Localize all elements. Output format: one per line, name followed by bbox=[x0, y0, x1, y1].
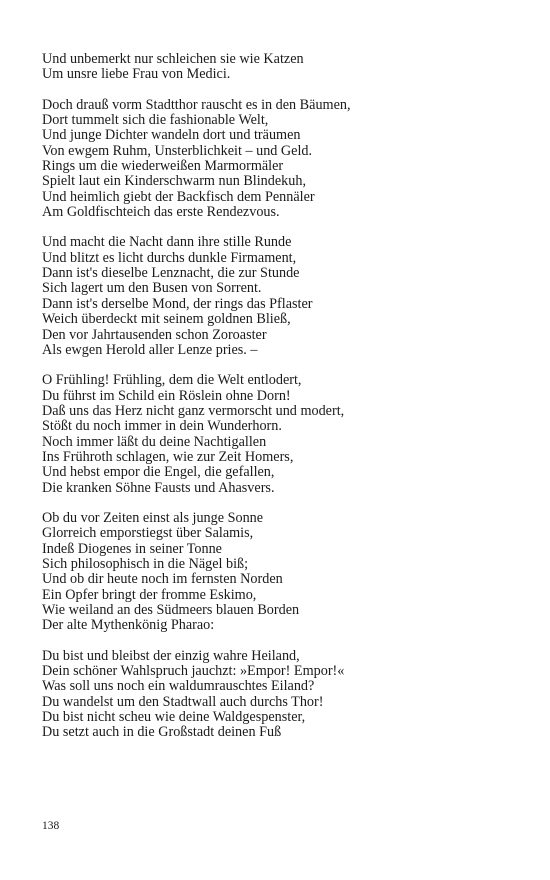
verse-line: Sich philosophisch in die Nägel biß; bbox=[42, 555, 249, 572]
verse-line: Was soll uns noch ein waldumrauschtes Eiland? bbox=[42, 678, 315, 695]
verse-line: Und blitzt es licht durchs dunkle Firmament, bbox=[42, 249, 297, 266]
verse-line: Und ob dir heute noch im fernsten Norden bbox=[42, 571, 283, 588]
stanza bbox=[42, 52, 512, 83]
verse-line: Um unsre liebe Frau von Medici. bbox=[42, 66, 231, 83]
verse-line: Spielt laut ein Kinderschwarm nun Blindekuh, bbox=[42, 173, 306, 190]
page-number: 138 bbox=[42, 820, 60, 832]
verse-line: Am Goldfischteich das erste Rendezvous. bbox=[42, 204, 280, 221]
stanza bbox=[42, 649, 512, 741]
verse-line: Du bist nicht scheu wie deine Waldgespenster, bbox=[42, 709, 306, 726]
verse-line: Doch drauß vorm Stadtthor rauscht es in den Bäumen, bbox=[42, 96, 351, 113]
verse-line: Den vor Jahrtausenden schon Zoroaster bbox=[42, 326, 267, 343]
verse-line: Du wandelst um den Stadtwall auch durchs Thor! bbox=[42, 693, 324, 710]
verse-line: Und macht die Nacht dann ihre stille Runde bbox=[42, 234, 292, 251]
verse-line: Und hebst empor die Engel, die gefallen, bbox=[42, 464, 275, 481]
verse-line: Indeß Diogenes in seiner Tonne bbox=[42, 540, 222, 557]
verse-line: Glorreich emporstiegst über Salamis, bbox=[42, 525, 254, 542]
verse-line: Rings um die wiederweißen Marmormäler bbox=[42, 158, 284, 175]
verse-line: Du setzt auch in die Großstadt deinen Fuß bbox=[42, 724, 282, 741]
verse-line: Sich lagert um den Busen von Sorrent. bbox=[42, 280, 262, 297]
verse-line: Dein schöner Wahlspruch jauchzt: »Empor! Empor!« bbox=[42, 663, 345, 680]
stanza bbox=[42, 373, 512, 496]
stanza bbox=[42, 235, 512, 358]
verse-line: Ein Opfer bringt der fromme Eskimo, bbox=[42, 586, 257, 603]
verse-line: Dann ist's dieselbe Lenznacht, die zur Stunde bbox=[42, 265, 300, 282]
verse-line: Du bist und bleibst der einzig wahre Heiland, bbox=[42, 647, 300, 664]
verse-line: Von ewgem Ruhm, Unsterblichkeit – und Geld. bbox=[42, 142, 313, 159]
stanza bbox=[42, 511, 512, 634]
verse-line: Dann ist's derselbe Mond, der rings das Pflaster bbox=[42, 295, 313, 312]
verse-line: Noch immer läßt du deine Nachtigallen bbox=[42, 433, 267, 450]
verse-line: Als ewgen Herold aller Lenze pries. – bbox=[42, 341, 258, 358]
verse-line: Weich überdeckt mit seinem goldnen Bließ, bbox=[42, 311, 291, 328]
verse-line: Ins Frühroth schlagen, wie zur Zeit Homers, bbox=[42, 448, 294, 465]
verse-line: Der alte Mythenkönig Pharao: bbox=[42, 617, 215, 634]
verse-line: Und junge Dichter wandeln dort und träumen bbox=[42, 127, 301, 144]
verse-line: Dort tummelt sich die fashionable Welt, bbox=[42, 112, 269, 129]
verse-line: O Frühling! Frühling, dem die Welt entlodert, bbox=[42, 372, 302, 389]
verse-line: Stößt du noch immer in dein Wunderhorn. bbox=[42, 418, 282, 435]
poem-text bbox=[42, 52, 512, 741]
stanza bbox=[42, 98, 512, 221]
verse-line: Wie weiland an des Südmeers blauen Borden bbox=[42, 602, 300, 618]
verse-line: Du führst im Schild ein Röslein ohne Dorn! bbox=[42, 387, 291, 404]
verse-line: Ob du vor Zeiten einst als junge Sonne bbox=[42, 509, 264, 526]
verse-line: Und heimlich giebt der Backfisch dem Pennäler bbox=[42, 188, 315, 205]
verse-line: Die kranken Söhne Fausts und Ahasvers. bbox=[42, 479, 275, 496]
verse-line: Daß uns das Herz nicht ganz vermorscht und modert, bbox=[42, 402, 345, 419]
verse-line: Und unbemerkt nur schleichen sie wie Katzen bbox=[42, 51, 304, 67]
